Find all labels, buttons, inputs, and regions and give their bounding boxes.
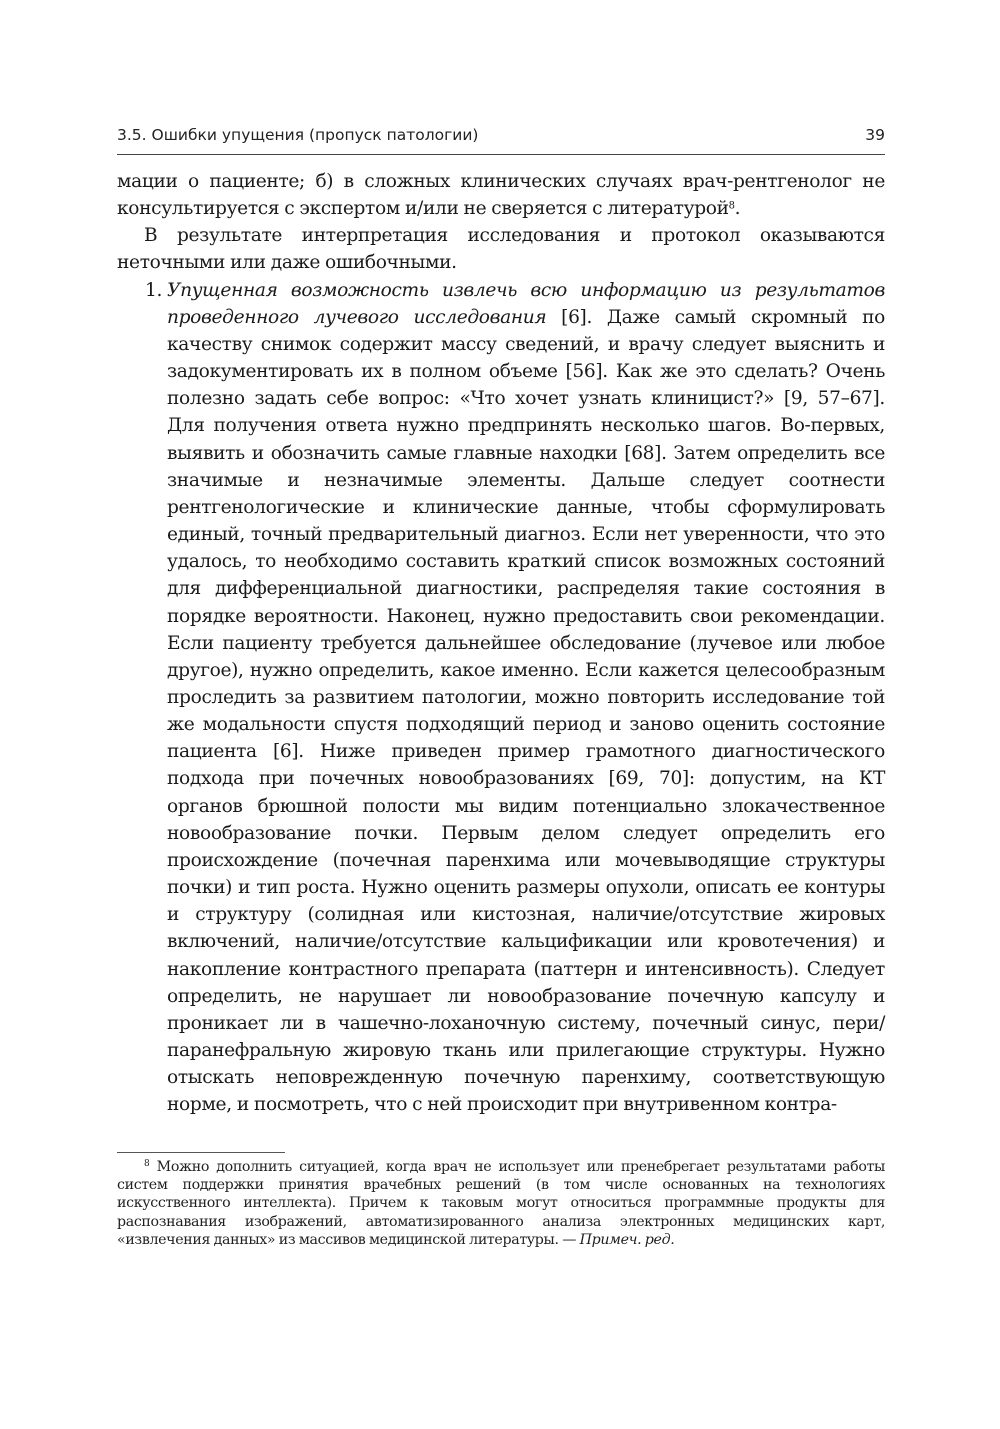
footnote-reference[interactable]: 8 [728,200,735,212]
paragraph-text: мации о пациенте; б) в сложных клинических случаях врач-рентгенолог не консультируется с экспертом и/или не сверяется с литературой [117,171,885,220]
section-title: 3.5. Ошибки упущения (пропуск патологии) [117,126,479,144]
footnote-divider [117,1152,285,1153]
paragraph-continued [117,168,885,222]
paragraph: В результате интерпретация исследования и протокол оказываются неточными или даже ошибочными. [117,225,885,274]
page-number: 39 [865,126,885,144]
list-item [145,277,885,1119]
editor-note-label: Примеч. ред. [579,1231,675,1248]
main-text [117,168,885,1118]
paragraph-end: . [734,198,741,220]
footnote-mark: 8 [144,1159,150,1170]
list-item-number: 1. [145,279,163,301]
footnote [117,1158,885,1249]
list-item-heading: Упущенная возможность извлечь всю информацию из результатов проведенного лучевого исследования [167,279,885,328]
list-item-text: [6]. Даже самый скромный по качеству снимок содержит массу сведений, и врачу следует выяснить и задокументировать их в полном объеме [56]. Как же это сделать? Очень полезно задать себе вопрос: «Что хочет узнать клиницист?» [9, 57–67]. Для получения ответа нужно предпринять несколько шагов. Во-первых, выявить и обозначить самые главные находки [68]. Затем определить все значимые и незначимые элементы. Дальше следует соотнести рентгенологические и клинические данные, чтобы сформулировать единый, точный предварительный диагноз. Если нет уверенности, что это удалось, то необходимо составить краткий список возможных состояний для дифференциальной диагностики, распределяя такие состояния в порядке вероятности. Наконец, нужно предоставить свои рекомендации. Если пациенту требуется дальнейшее обследование (лучевое или любое другое), нужно определить, какое именно. Если кажется целесообразным проследить за развитием патологии, можно повторить исследование той же модальности спустя подходящий период и заново оценить состояние пациента [6]. Ниже приведен пример грамотного диагностического подхода при почечных новообразованиях [69, 70]: допустим, на КТ органов брюшной полости мы видим потенциально злокачественное новообразование почки. Первым делом следует определить его происхождение (почечная паренхима или мочевыводящие структуры почки) и тип роста. Нужно оценить размеры опухоли, описать ее контуры и структуру (солидная или кистозная, наличие/отсутствие жировых включений, наличие/отсутствие кальцификации или кровотечения) и накопление контрастного препарата (паттерн и интенсивность). Следует определить, не нарушает ли новообразование почечную капсулу и проникает ли в чашечно-лоханочную систему, почечный синус, пери/паранефральную жировую ткань или прилегающие структуры. Нужно отыскать неповрежденную почечную паренхиму, соответствующую норме, и посмотреть, что с ней происходит при внутривенном контра- [167,306,885,1116]
running-header [117,120,885,155]
footnote-text: Можно дополнить ситуацией, когда врач не использует или пренебрегает результатами работы систем поддержки принятия врачебных решений (в том числе основанных на технологиях искусственного интеллекта). Причем к таковым могут относиться программные продукты для распознавания изображений, автоматизированного анализа электронных медицинских карт, «извлечения данных» из массивов медицинской литературы. — [117,1159,885,1248]
